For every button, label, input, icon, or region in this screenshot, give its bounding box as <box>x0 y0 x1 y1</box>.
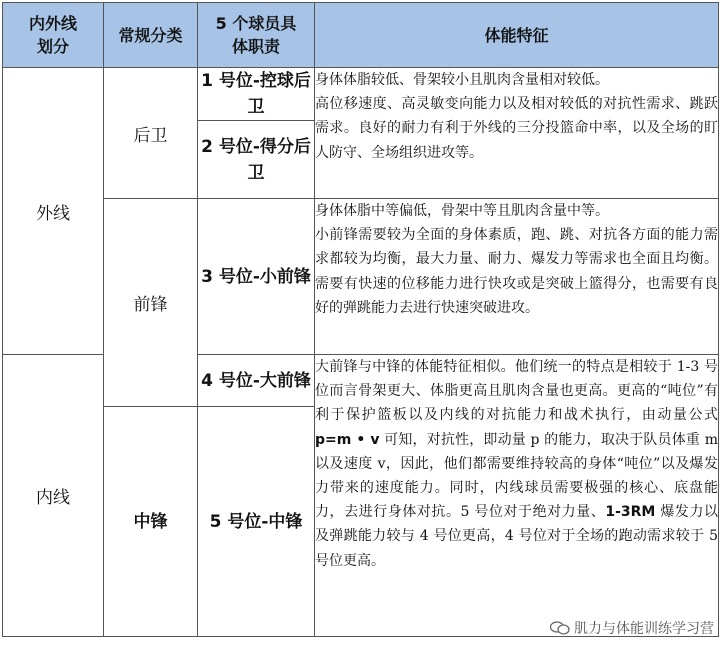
group-outer: 外线 <box>3 68 104 355</box>
position-fitness-table <box>2 2 719 637</box>
wechat-icon <box>550 621 570 635</box>
watermark-text: 肌力与体能训练学习营 <box>574 621 714 637</box>
traits-guard-line2: 高位移速度、高灵敏变向能力以及相对较低的对抗性需求、跳跃需求。良好的耐力有利于外线的三分投篮命中率，以及全场的盯人防守、全场组织进攻等。 <box>315 96 718 161</box>
header-division: 内外线 划分 <box>3 3 104 68</box>
group-inner: 内线 <box>3 355 104 637</box>
traits-inner <box>315 355 719 637</box>
header-positions: 5 个球员具 体职责 <box>198 3 315 68</box>
traits-guard <box>315 68 719 199</box>
header-traits: 体能特征 <box>315 3 719 68</box>
traits-inner-b: 可知，对抗性，即动量 p 的能力，取决于队员体重 m 以及速度 v，因此，他们都需要维持较高的身体“吨位”以及爆发力带来的速度能力。同时，内线球员需要极强的核心、底盘能力，去进行身体对抗。5 号位对于绝对力量、 <box>315 431 718 521</box>
watermark <box>550 618 714 638</box>
traits-forward-line1: 身体体脂中等偏低，骨架中等且肌肉含量中等。 <box>315 203 609 219</box>
traits-guard-line1: 身体体脂较低、骨架较小且肌肉含量相对较低。 <box>315 72 609 88</box>
traits-inner-a: 大前锋与中锋的体能特征相似。他们统一的特点是相较于 1-3 号位而言骨架更大、体脂更高且肌肉含量也更高。更高的“吨位”有利于保护篮板以及内线的对抗能力和战术执行，由动量公式 <box>315 359 718 424</box>
category-forward: 前锋 <box>104 199 198 407</box>
position-p5: 5 号位-中锋 <box>198 407 315 637</box>
row-p1 <box>3 68 719 121</box>
category-center: 中锋 <box>104 407 198 637</box>
position-p3: 3 号位-小前锋 <box>198 199 315 355</box>
traits-forward-line2: 小前锋需要较为全面的身体素质，跑、跳、对抗各方面的能力需求都较为均衡，最大力量、耐力、爆发力等需求也全面且均衡。需要有快速的位移能力进行快攻或是突破上篮得分，也需要有良好的弹跳能力去进行快速突破进攻。 <box>315 227 718 316</box>
momentum-formula: p=m • v <box>315 431 380 448</box>
position-p4: 4 号位-大前锋 <box>198 355 315 407</box>
category-guard: 后卫 <box>104 68 198 199</box>
position-p2: 2 号位-得分后卫 <box>198 121 315 199</box>
header-category: 常规分类 <box>104 3 198 68</box>
header-row <box>3 3 719 68</box>
row-p3 <box>3 199 719 355</box>
position-p1: 1 号位-控球后卫 <box>198 68 315 121</box>
traits-forward <box>315 199 719 355</box>
traits-inner-c: 爆发力以及弹跳能力较与 4 号位更高，4 号位对于全场的跑动需求较于 5 号位更高。 <box>315 504 719 569</box>
rm-label: 1-3RM <box>605 504 656 521</box>
